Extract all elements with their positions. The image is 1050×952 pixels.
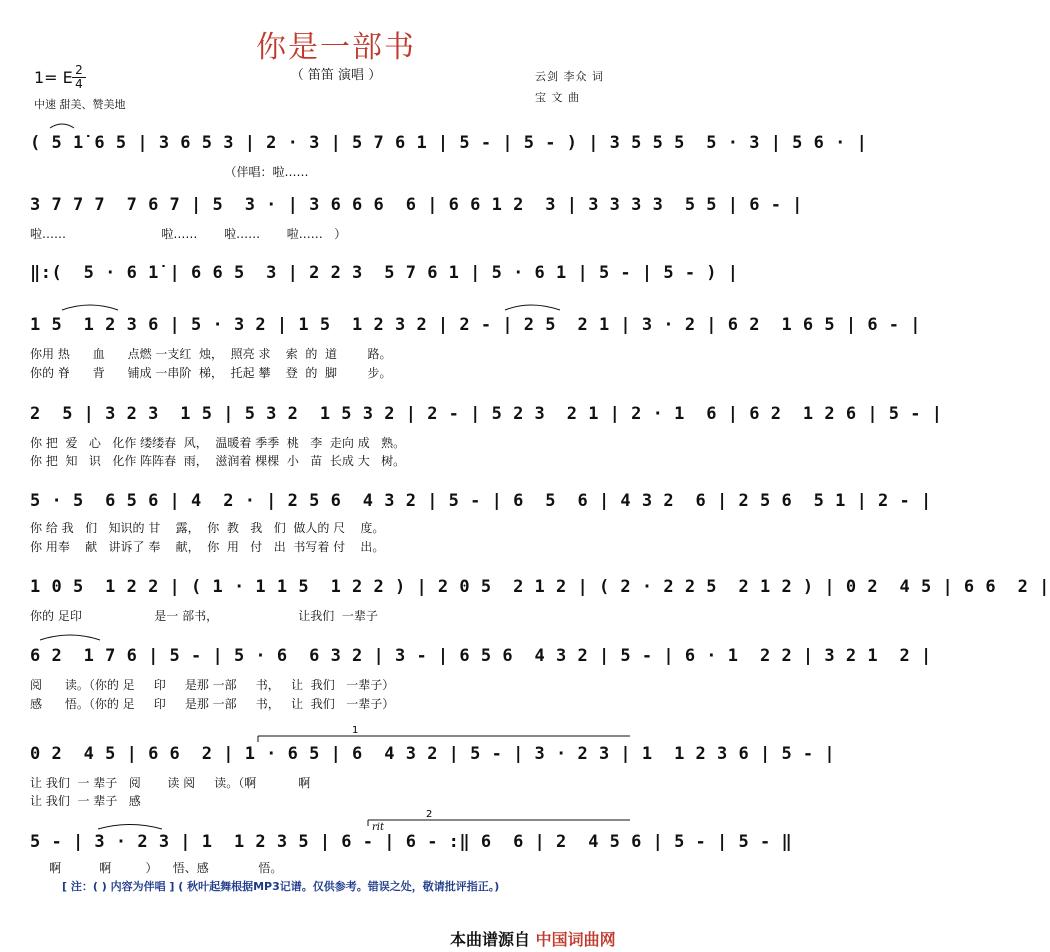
song-title: 你是一部书 (256, 30, 416, 65)
score-row-9-lyric-1: 让 我们 一 辈子 阅 读 阅 读。（啊 啊 (30, 776, 311, 790)
slur-mark (62, 305, 118, 310)
key-signature: 1= E (34, 68, 73, 87)
score-row-5-notes: 2 5 | 3 2 3 1 5 | 5 3 2 1 5 3 2 | 2 - | 5 2 3 2 1 | 2 · 1 6 | 6 2 1 2 6 | 5 - | (30, 404, 943, 424)
score-row-8-notes: 6 2 1 7 6 | 5 - | 5 · 6 6 3 2 | 3 - | 6 5 6 4 3 2 | 5 - | 6 · 1 2 2 | 3 2 1 2 | (30, 646, 932, 666)
score-row-6-lyric-2: 你 用奉 献 讲诉了 奉 献， 你 用 付 出 书写着 付 出。 (30, 540, 385, 554)
score-row-2-notes: 3 7 7 7 7 6 7 | 5 3 · | 3 6 6 6 6 | 6 6 1 2 3 | 3 3 3 3 5 5 | 6 - | (30, 195, 803, 215)
score-row-6-notes: 5 · 5 6 5 6 | 4 2 · | 2 5 6 4 3 2 | 5 - | 6 5 6 | 4 3 2 6 | 2 5 6 5 1 | 2 - | (30, 491, 932, 511)
score-row-6-lyric-1: 你 给 我 们 知识的 甘 露， 你 教 我 们 做人的 尺 度。 (30, 521, 385, 535)
tempo-marking: 中速 甜美、赞美地 (34, 98, 126, 111)
footnote: [ 注：( ) 内容为伴唱 ] ( 秋叶起舞根据MP3记谱。仅供参考。错误之处，敬请批评指正。) (62, 880, 500, 893)
slur-mark (50, 124, 74, 128)
score-row-3-notes: ‖:( 5 · 6 1̇ | 6 6 5 3 | 2 2 3 5 7 6 1 | 5 · 6 1 | 5 - | 5 - ) | (30, 263, 739, 283)
volta-2-label: 2 (426, 809, 433, 820)
score-row-10-lyric: 啊 啊 ） 悟、感 悟。 (30, 861, 283, 875)
score-row-10-notes: 5 - | 3 · 2 3 | 1 1 2 3 5 | 6 - | 6 - :‖ 6 6 | 2 4 5 6 | 5 - | 5 - ‖ (30, 832, 793, 852)
composer-credit: 宝 文 曲 (535, 91, 580, 104)
volta-1-label: 1 (352, 725, 359, 736)
source-label: 本曲谱源自 (450, 930, 531, 949)
slur-mark (505, 305, 560, 310)
slur-mark (98, 825, 162, 830)
score-row-4-lyric-2: 你的 脊 背 铺成 一串阶 梯， 托起 攀 登 的 脚 步。 (30, 366, 392, 380)
score-row-7-lyric: 你的 足印 是一 部书， 让我们 一辈子 (30, 609, 378, 623)
score-row-5-lyric-2: 你 把 知 识 化作 阵阵春 雨， 滋润着 棵棵 小 苗 长成 大 树。 (30, 454, 406, 468)
rit-marking: rit (372, 822, 384, 833)
lyricist-credit: 云剑 李众 词 (535, 70, 604, 83)
score-row-7-notes: 1 0 5 1 2 2 | ( 1 · 1 1 5 1 2 2 ) | 2 0 5 2 1 2 | ( 2 · 2 2 5 2 1 2 ) | 0 2 4 5 | 6 6 2 | (30, 577, 1050, 597)
score-row-8-lyric-1: 阅 读。（你的 足 印 是那 一部 书， 让 我们 一辈子） (30, 678, 395, 692)
meter-top: 2 (75, 63, 83, 77)
volta-bracket-1 (258, 736, 630, 742)
score-row-9-notes: 0 2 4 5 | 6 6 2 | 1 · 6 5 | 6 4 3 2 | 5 - | 3 · 2 3 | 1 1 2 3 6 | 5 - | (30, 744, 836, 764)
score-row-1-notes: ( 5 1̇ 6 5 | 3 6 5 3 | 2 · 3 | 5 7 6 1 | 5 - | 5 - ) | 3 5 5 5 5 · 3 | 5 6 · | (30, 133, 868, 153)
source-credit (450, 927, 616, 950)
score-row-8-lyric-2: 感 悟。（你的 足 印 是那 一部 书， 让 我们 一辈子） (30, 697, 395, 711)
score-row-5-lyric-1: 你 把 爱 心 化作 缕缕春 风， 温暖着 季季 桃 李 走向 成 熟。 (30, 436, 406, 450)
score-row-4-notes: 1 5 1 2 3 6 | 5 · 3 2 | 1 5 1 2 3 2 | 2 - | 2 5 2 1 | 3 · 2 | 6 2 1 6 5 | 6 - | (30, 315, 921, 335)
source-site-link[interactable]: 中国词曲网 (535, 930, 616, 949)
performer-subtitle: （ 笛笛 演唱 ） (290, 68, 382, 83)
score-row-4-lyric-1: 你用 热 血 点燃 一支红 烛， 照亮 求 索 的 道 路。 (30, 347, 392, 361)
volta-bracket-2 (368, 820, 630, 826)
score-row-2-lyric: 啦…… 啦…… 啦…… 啦…… ） (30, 227, 347, 241)
slur-mark (40, 635, 100, 640)
score-row-1-lyric: （伴唱：啦…… (30, 165, 309, 179)
meter-bottom: 4 (72, 77, 86, 91)
score-row-9-lyric-2: 让 我们 一 辈子 感 (30, 794, 141, 808)
